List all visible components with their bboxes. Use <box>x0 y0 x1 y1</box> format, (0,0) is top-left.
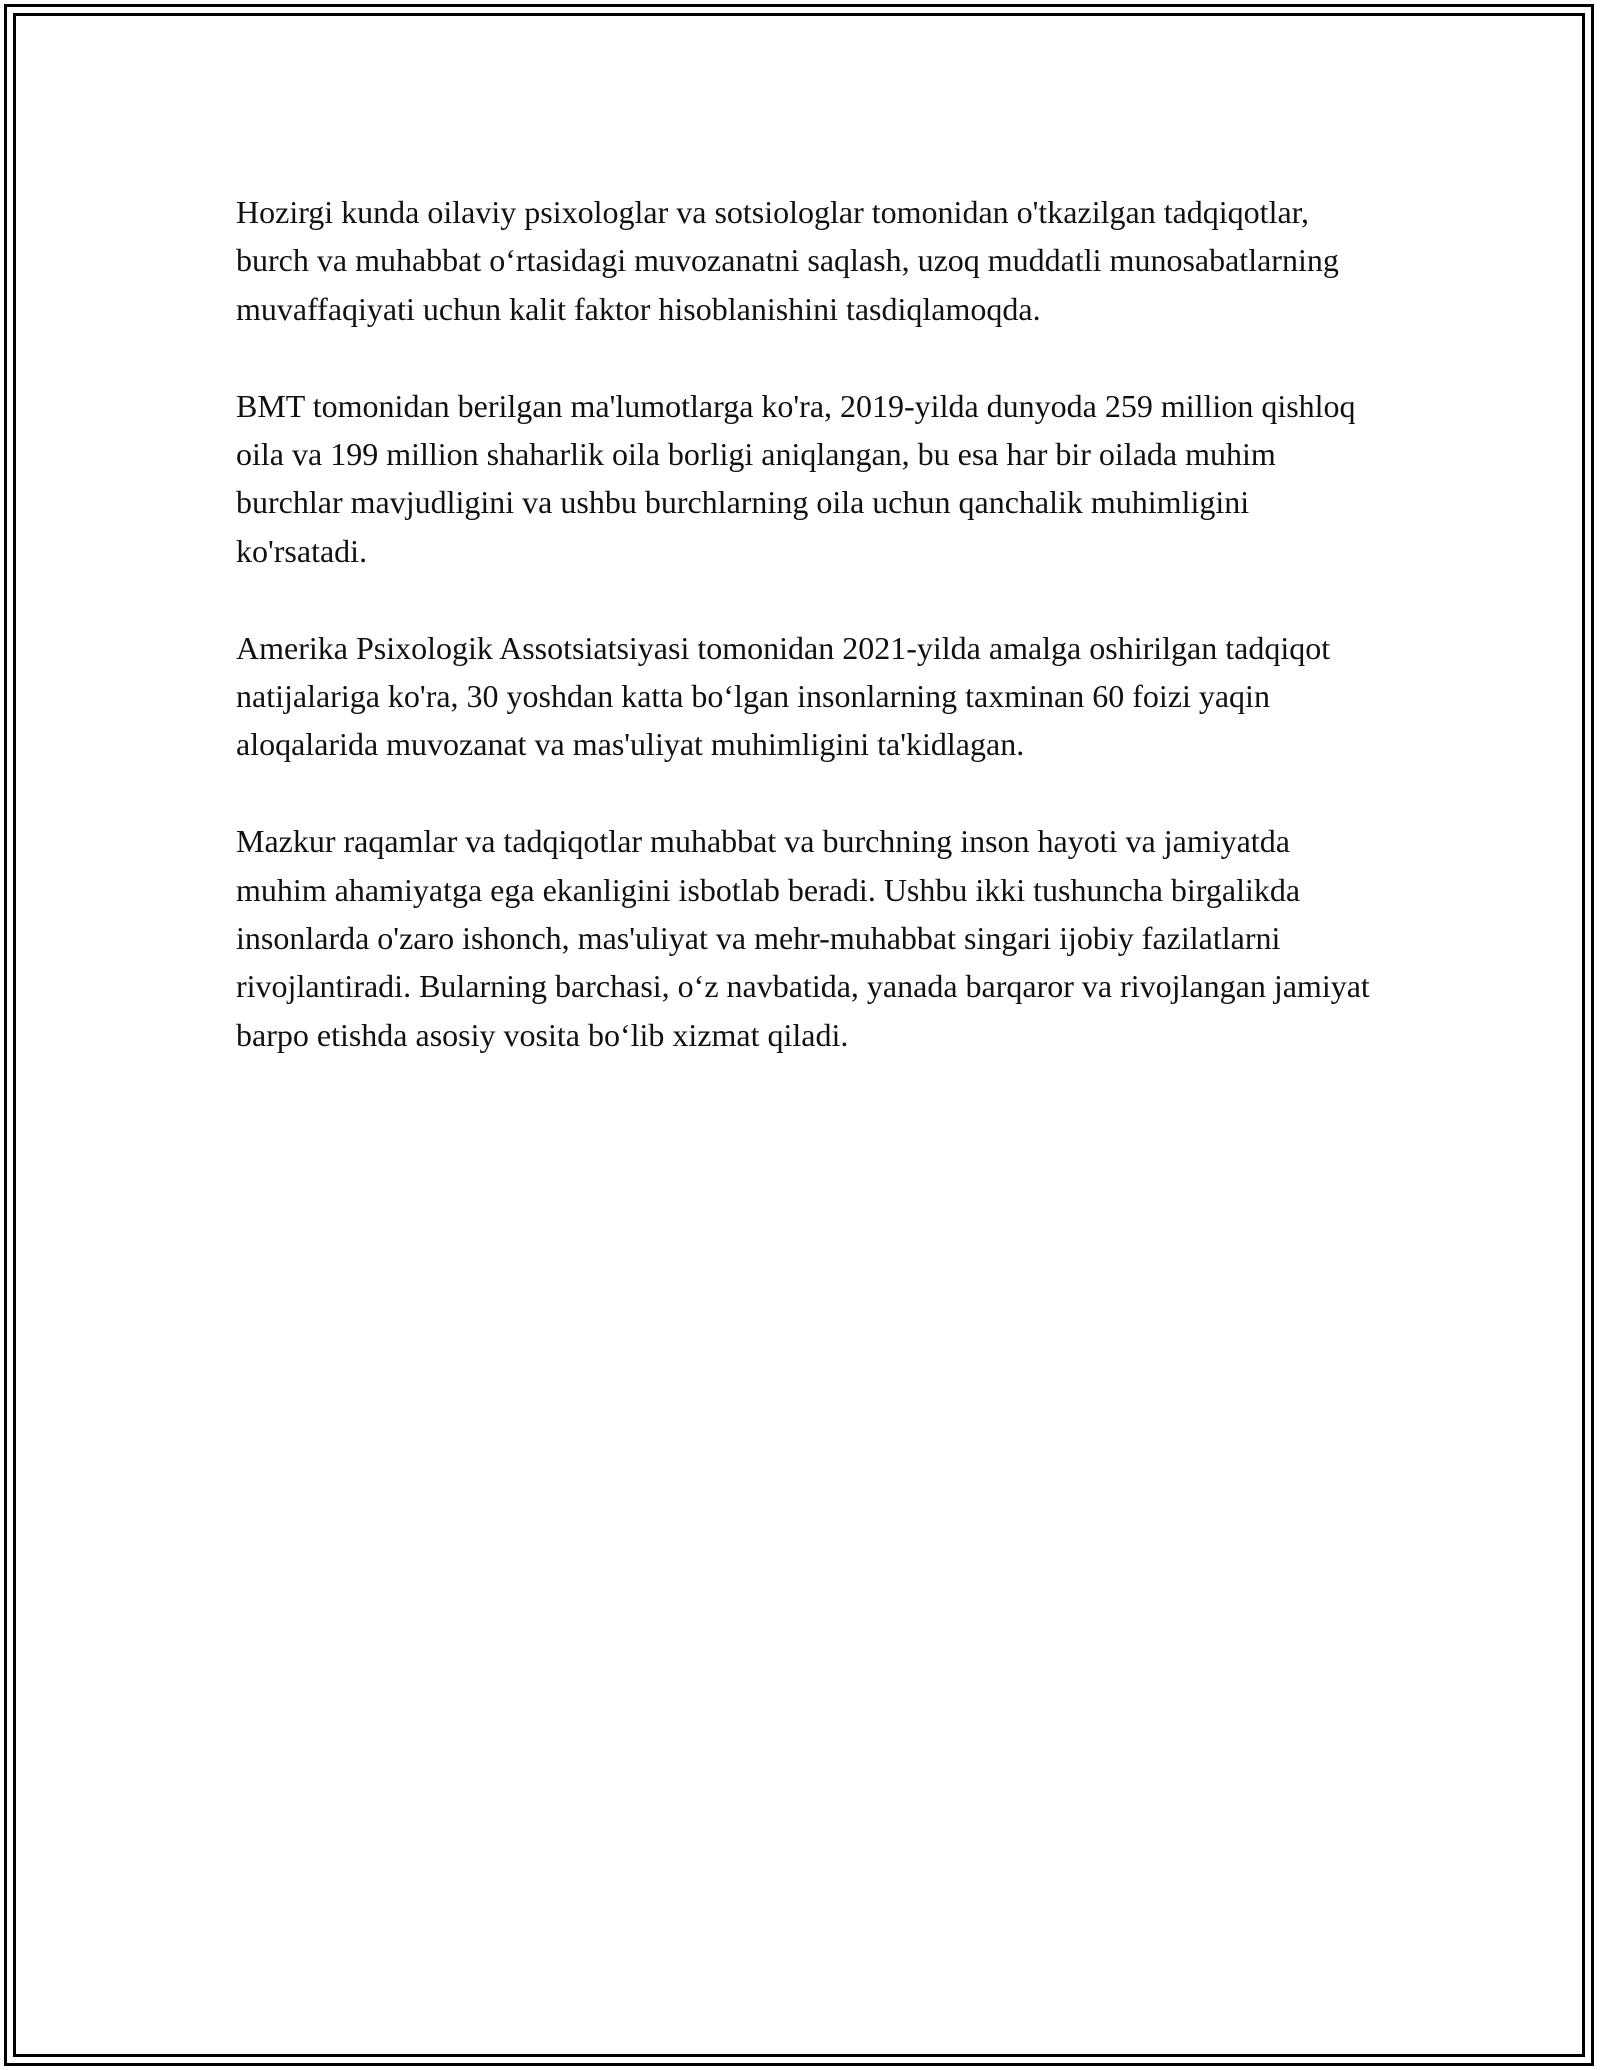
paragraph-apa-study: Amerika Psixologik Assotsiatsiyasi tomonidan 2021-yilda amalga oshirilgan tadqiqot natijalariga ko'ra, 30 yoshdan katta bo‘lgan insonlarning taxminan 60 foizi yaqin aloqalarida muvozanat va mas'uliyat muhimligini ta'kidlagan. <box>236 629 1331 763</box>
paragraph-research-balance: Hozirgi kunda oilaviy psixologlar va sotsiologlar tomonidan o'tkazilgan tadqiqotlar, burch va muhabbat o‘rtasidagi muvozanatni saqlash, uzoq muddatli munosabatlarning muvaffaqiyati uchun kalit faktor hisoblanishini tasdiqlamoqda. <box>236 194 1339 327</box>
document-body <box>236 188 1386 1108</box>
paragraph-conclusion: Mazkur raqamlar va tadqiqotlar muhabbat va burchning inson hayoti va jamiyatda muhim ahamiyatga ega ekanligini isbotlab beradi. Ushbu ikki tushuncha birgalikda insonlarda o'zaro ishonch, mas'uliyat va mehr-muhabbat singari ijobiy fazilatlarni rivojlantiradi. Bularning barchasi, o‘z navbatida, yanada barqaror va rivojlangan jamiyat barpo etishda asosiy vosita bo‘lib xizmat qiladi. <box>236 823 1370 1053</box>
paragraph-un-statistics: BMT tomonidan berilgan ma'lumotlarga ko'ra, 2019-yilda dunyoda 259 million qishloq oila va 199 million shaharlik oila borligi aniqlangan, bu esa har bir oilada muhim burchlar mavjudligini va ushbu burchlarning oila uchun qanchalik muhimligini ko'rsatadi. <box>236 387 1356 569</box>
